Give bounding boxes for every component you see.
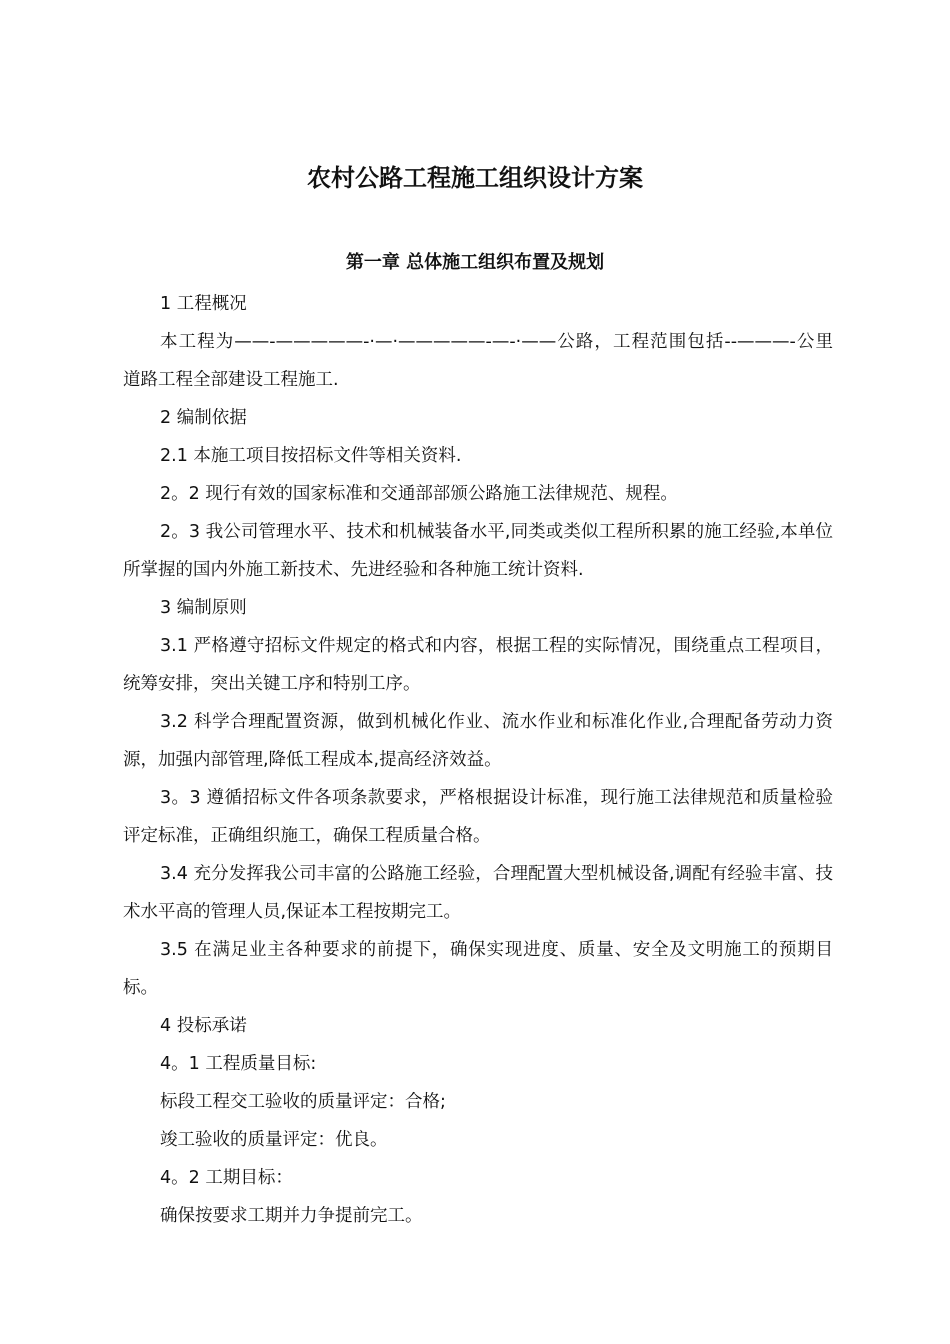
document-title: 农村公路工程施工组织设计方案 xyxy=(307,164,643,192)
section-heading-overview: 1 工程概况 xyxy=(160,294,247,314)
paragraph-project-scope: 本工程为——-—————-·—·—————-—-·——公路，工程范围包括--———-公里道路工程全部建设工程施工. xyxy=(123,332,833,390)
section-heading-commitment: 4 投标承诺 xyxy=(160,1016,247,1036)
paragraph-principle-3-4: 3.4 充分发挥我公司丰富的公路施工经验，合理配置大型机械设备,调配有经验丰富、技术水平高的管理人员,保证本工程按期完工。 xyxy=(123,864,833,922)
paragraph-basis-2-3: 2。3 我公司管理水平、技术和机械装备水平,同类或类似工程所积累的施工经验,本单位所掌握的国内外施工新技术、先进经验和各种施工统计资料. xyxy=(123,522,833,580)
paragraph-principle-3-2: 3.2 科学合理配置资源，做到机械化作业、流水作业和标准化作业,合理配备劳动力资源，加强内部管理,降低工程成本,提高经济效益。 xyxy=(123,712,833,770)
section-heading-principles: 3 编制原则 xyxy=(160,598,247,618)
paragraph-basis-2-1: 2.1 本施工项目按招标文件等相关资料. xyxy=(160,446,462,466)
document-body xyxy=(123,285,833,1235)
paragraph-schedule-commitment: 确保按要求工期并力争提前完工。 xyxy=(160,1206,423,1226)
paragraph-basis-2-2: 2。2 现行有效的国家标准和交通部部颁公路施工法律规范、规程。 xyxy=(160,484,678,504)
chapter-title: 第一章 总体施工组织布置及规划 xyxy=(345,252,605,273)
paragraph-completion-quality: 竣工验收的质量评定：优良。 xyxy=(160,1130,388,1150)
paragraph-principle-3-1: 3.1 严格遵守招标文件规定的格式和内容，根据工程的实际情况，围绕重点工程项目，统筹安排，突出关键工序和特别工序。 xyxy=(123,636,833,694)
paragraph-schedule-target: 4。2 工期目标： xyxy=(160,1168,293,1188)
section-heading-basis: 2 编制依据 xyxy=(160,408,247,428)
paragraph-principle-3-5: 3.5 在满足业主各种要求的前提下，确保实现进度、质量、安全及文明施工的预期目标。 xyxy=(123,940,833,998)
paragraph-handover-quality: 标段工程交工验收的质量评定：合格; xyxy=(160,1092,446,1112)
paragraph-quality-target: 4。1 工程质量目标: xyxy=(160,1054,317,1074)
paragraph-principle-3-3: 3。3 遵循招标文件各项条款要求，严格根据设计标准，现行施工法律规范和质量检验评定标准，正确组织施工，确保工程质量合格。 xyxy=(123,788,833,846)
